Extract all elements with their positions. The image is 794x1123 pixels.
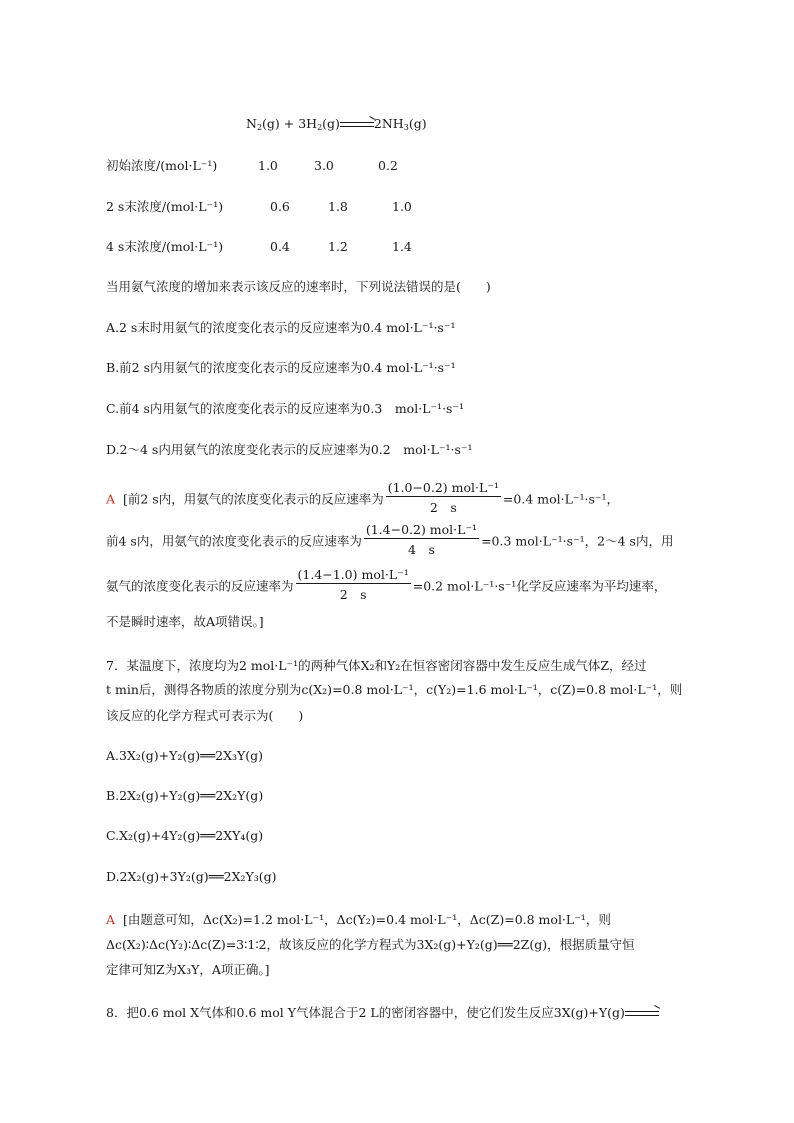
- explanation-line: Δc(X₂)∶Δc(Y₂)∶Δc(Z)=3∶1∶2，故该反应的化学方程式为3X₂(g)+Y₂(g)══2Z(g)，根据质量守恒: [106, 937, 635, 952]
- table-row: 4 s末浓度/(mol·L⁻¹) 0.4 1.2 1.4: [106, 239, 412, 254]
- equilibrium-arrow-icon: [625, 1011, 659, 1017]
- explanation-line: 定律可知Z为X₃Y，A项正确。]: [106, 962, 270, 977]
- question-stem: 当用氨气浓度的增加来表示该反应的速率时，下列说法错误的是( ): [106, 279, 491, 294]
- reaction-equation: $N_2(g) + 3H_2(g)$ $2NH_3(g)$: [246, 116, 427, 132]
- option-a: A.3X₂(g)+Y₂(g)══2X₃Y(g): [106, 748, 264, 763]
- question-stem: 该反应的化学方程式可表示为( ): [106, 708, 304, 723]
- option-b: B.2X₂(g)+Y₂(g)══2X₂Y(g): [106, 788, 264, 803]
- explanation-line: 氨气的浓度变化表示的反应速率为 $\frac{\text{(1.4−1.0) mol·L⁻¹}}{2 s}$ =0.2 mol·L⁻¹·s⁻¹化学反应速率为平均速率，: [106, 567, 667, 602]
- option-c: C.前4 s内用氨气的浓度变化表示的反应速率为0.3 mol·L⁻¹·s⁻¹: [106, 401, 465, 416]
- equilibrium-arrow-icon: [340, 122, 374, 128]
- question-stem: 8．把0.6 mol X气体和0.6 mol Y气体混合于2 L的密闭容器中，使它们发生反应3X(g)+Y(g): [106, 1003, 659, 1021]
- option-a: A.2 s末时用氨气的浓度变化表示的反应速率为0.4 mol·L⁻¹·s⁻¹: [106, 320, 456, 335]
- table-row: 初始浓度/(mol·L⁻¹) 1.0 3.0 0.2: [106, 158, 398, 173]
- answer-label: A: [106, 912, 116, 927]
- explanation-line: 前4 s内，用氨气的浓度变化表示的反应速率为 $\frac{\text{(1.4−0.2) mol·L⁻¹}}{4 s}$ =0.3 mol·L⁻¹·s⁻¹，2～4 s内，用: [106, 522, 674, 557]
- table-row: 2 s末浓度/(mol·L⁻¹) 0.6 1.8 1.0: [106, 199, 412, 214]
- option-b: B.前2 s内用氨气的浓度变化表示的反应速率为0.4 mol·L⁻¹·s⁻¹: [106, 360, 456, 375]
- fraction: $\frac{\text{(1.0−0.2) mol·L⁻¹}}{2 s}$: [387, 480, 499, 515]
- option-d: D.2X₂(g)+3Y₂(g)══2X₂Y₃(g): [106, 869, 277, 884]
- explanation-line: A [由题意可知，Δc(X₂)=1.2 mol·L⁻¹，Δc(Y₂)=0.4 mol·L⁻¹，Δc(Z)=0.8 mol·L⁻¹，则: [106, 912, 611, 927]
- question-stem: 7．某温度下，浓度均为2 mol·L⁻¹的两种气体X₂和Y₂在恒容密闭容器中发生反应生成气体Z，经过: [106, 658, 647, 673]
- question-stem: t min后，测得各物质的浓度分别为c(X₂)=0.8 mol·L⁻¹，c(Y₂)=1.6 mol·L⁻¹，c(Z)=0.8 mol·L⁻¹，则: [106, 682, 683, 697]
- option-c: C.X₂(g)+4Y₂(g)══2XY₄(g): [106, 828, 264, 843]
- explanation-line: 不是瞬时速率，故A项错误。]: [106, 614, 264, 629]
- explanation-line: A [前2 s内，用氨气的浓度变化表示的反应速率为 $\frac{\text{(1.0−0.2) mol·L⁻¹}}{2 s}$ =0.4 mol·L⁻¹·s⁻¹，: [106, 480, 620, 515]
- fraction: $\frac{\text{(1.4−1.0) mol·L⁻¹}}{2 s}$: [297, 567, 409, 602]
- answer-label: A: [106, 491, 116, 507]
- option-d: D.2～4 s内用氨气的浓度变化表示的反应速率为0.2 mol·L⁻¹·s⁻¹: [106, 442, 473, 457]
- fraction: $\frac{\text{(1.4−0.2) mol·L⁻¹}}{4 s}$: [365, 522, 478, 557]
